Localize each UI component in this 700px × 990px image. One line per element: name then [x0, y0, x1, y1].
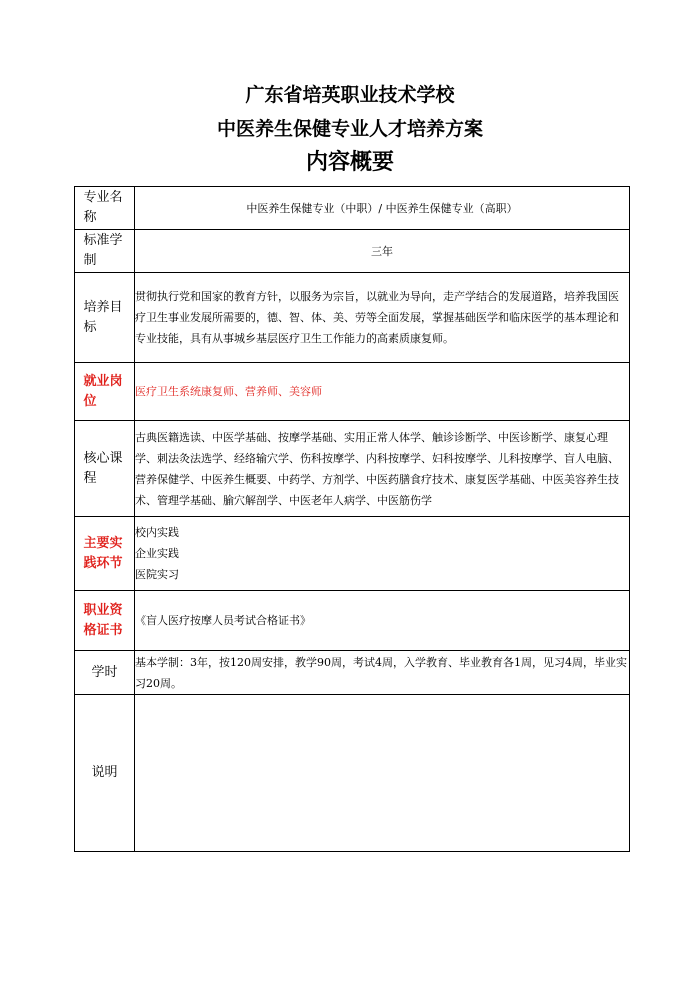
hours-value: 基本学制：3年，按120周安排，教学90周，考试4周，入学教育、毕业教育各1周，见习4周，毕业实习20周。 — [135, 651, 630, 695]
table-row-notes — [75, 695, 630, 852]
school-name: 广东省培英职业技术学校 — [245, 84, 455, 106]
table-row-duration — [75, 230, 630, 273]
plan-title: 中医养生保健专业人才培养方案 — [216, 118, 483, 140]
jobs-value: 医疗卫生系统康复师、营养师、美容师 — [135, 363, 630, 421]
table-row-practice — [75, 517, 630, 591]
page-subtitle: 内容概要 — [305, 150, 394, 175]
table-row-jobs — [75, 363, 630, 421]
notes-label: 说明 — [91, 765, 118, 780]
goal-value: 贯彻执行党和国家的教育方针，以服务为宗旨，以就业为导向，走产学结合的发展道路，培养我国医疗卫生事业发展所需要的，德、智、体、美、劳等全面发展，掌握基础医学和临床医学的基本理论和专业技能，具有从事城乡基层医疗卫生工作能力的高素质康复师。 — [135, 273, 630, 363]
table-row-hours — [75, 651, 630, 695]
duration-label: 标准学制 — [83, 233, 123, 268]
certificate-value: 《盲人医疗按摩人员考试合格证书》 — [135, 591, 630, 651]
practice-item: 企业实践 — [135, 547, 179, 560]
table-row-courses — [75, 421, 630, 517]
major-name-value: 中医养生保健专业（中职）/ 中医养生保健专业（高职） — [135, 187, 630, 230]
notes-value — [135, 695, 630, 852]
major-name-label: 专业名称 — [83, 190, 123, 225]
practice-label: 主要实践环节 — [83, 535, 123, 571]
certificate-label: 职业资格证书 — [83, 602, 123, 638]
table-row-certificate — [75, 591, 630, 651]
table-row-goal — [75, 273, 630, 363]
practice-item: 校内实践 — [135, 526, 179, 539]
duration-value: 三年 — [135, 230, 630, 273]
practice-item: 医院实习 — [135, 568, 179, 581]
core-courses-label: 核心课程 — [83, 450, 123, 486]
goal-label: 培养目标 — [83, 299, 123, 335]
table-row-major — [75, 187, 630, 230]
practice-value — [135, 517, 630, 591]
core-courses-value: 古典医籍选读、中医学基础、按摩学基础、实用正常人体学、触诊诊断学、中医诊断学、康复心理学、刺法灸法选学、经络输穴学、伤科按摩学、内科按摩学、妇科按摩学、儿科按摩学、盲人电脑、营养保健学、中医养生概要、中药学、方剂学、中医药膳食疗技术、康复医学基础、中医美容养生技术、管理学基础、腧穴解剖学、中医老年人病学、中医筋伤学 — [135, 421, 630, 517]
jobs-label: 就业岗位 — [83, 373, 123, 409]
document-header — [0, 84, 700, 176]
plan-summary-table — [74, 186, 630, 852]
hours-label: 学时 — [91, 664, 118, 680]
